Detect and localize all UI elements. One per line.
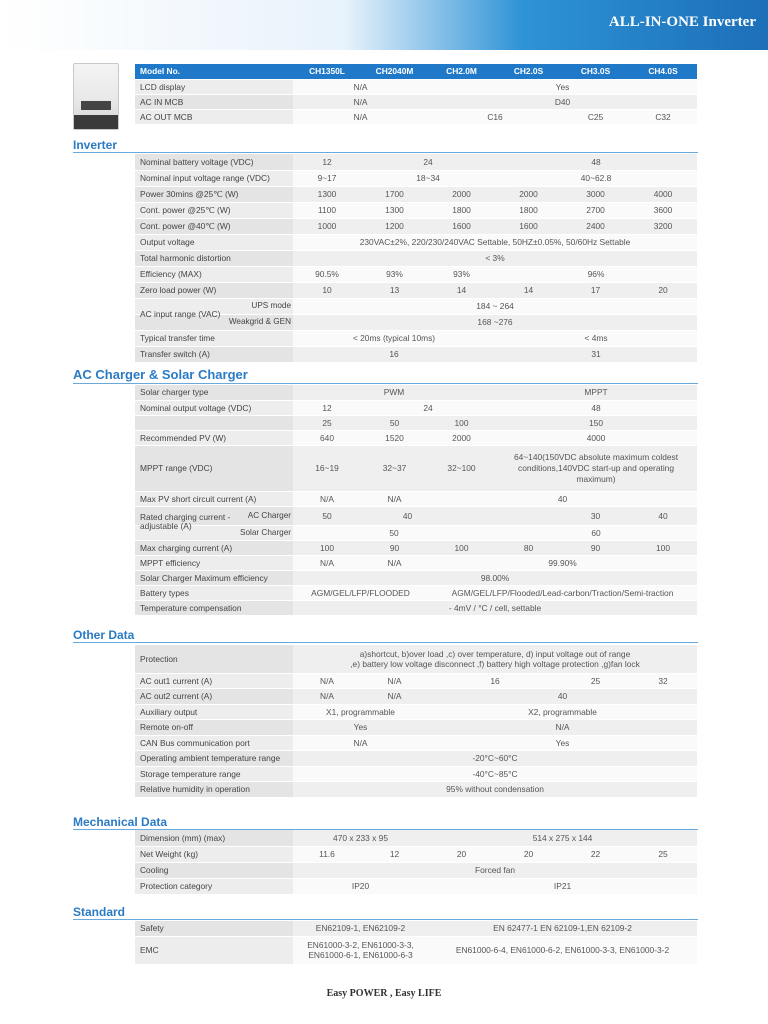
cell: 1300 <box>293 186 361 202</box>
table-row <box>135 735 697 751</box>
cell: 100 <box>428 540 495 555</box>
cell: 9~17 <box>293 170 361 186</box>
row-label: Relative humidity in operation <box>135 782 293 798</box>
row-label: Net Weight (kg) <box>135 846 293 862</box>
cell: 470 x 233 x 95 <box>293 830 428 846</box>
cell: PWM <box>293 385 495 400</box>
table-row <box>135 862 697 878</box>
cell: Yes <box>428 79 697 94</box>
cell <box>293 645 697 673</box>
row-label: EMC <box>135 936 293 964</box>
cell: 1800 <box>428 202 495 218</box>
table-row <box>135 570 697 585</box>
col-ch2040m: CH2040M <box>361 64 428 79</box>
section-title-charger: AC Charger & Solar Charger <box>73 367 248 382</box>
cell: 1600 <box>495 218 562 234</box>
cell: 1600 <box>428 218 495 234</box>
cell: 32~37 <box>361 445 428 491</box>
table-row <box>135 314 697 330</box>
section-divider <box>73 152 698 153</box>
cell: X1, programmable <box>293 704 428 720</box>
row-label: Output voltage <box>135 234 293 250</box>
table-row <box>135 109 697 124</box>
cell: 100 <box>293 540 361 555</box>
table-row <box>135 689 697 705</box>
row-label: Power 30mins @25℃ (W) <box>135 186 293 202</box>
sub-label: AC Charger <box>247 510 291 520</box>
cell: MPPT <box>495 385 697 400</box>
cell: N/A <box>361 491 428 506</box>
cell: 100 <box>428 415 495 430</box>
row-label: Total harmonic distortion <box>135 250 293 266</box>
other-table <box>135 645 697 798</box>
split-label <box>140 309 291 327</box>
cell: 12 <box>361 846 428 862</box>
row-label: AC input range (VAC) <box>140 309 221 319</box>
model-table <box>135 64 697 125</box>
col-ch20s: CH2.0S <box>495 64 562 79</box>
cell: 17 <box>562 282 629 298</box>
cell: 184 ~ 264 <box>293 298 697 314</box>
charger-table <box>135 385 697 616</box>
table-row <box>135 491 697 506</box>
section-divider <box>73 383 698 384</box>
table-row <box>135 154 697 170</box>
row-label: MPPT efficiency <box>135 555 293 570</box>
cell: 1300 <box>361 202 428 218</box>
section-title-standard: Standard <box>73 905 126 919</box>
row-label: Dimension (mm) (max) <box>135 830 293 846</box>
cell: 18~34 <box>361 170 495 186</box>
cell: 20 <box>495 846 562 862</box>
cell: 64~140(150VDC absolute maximum coldest conditions,140VDC start-up and operating maximum) <box>495 445 697 491</box>
table-row <box>135 585 697 600</box>
row-label: Temperature compensation <box>135 600 293 615</box>
inverter-product-image <box>73 63 119 130</box>
cell: 3600 <box>629 202 697 218</box>
cell: IP20 <box>293 878 428 894</box>
table-row <box>135 445 697 491</box>
cell: 16~19 <box>293 445 361 491</box>
table-row <box>135 878 697 894</box>
cell: 230VAC±2%, 220/230/240VAC Settable, 50HZ±0.05%, 50/60Hz Settable <box>293 234 697 250</box>
cell: 80 <box>495 540 562 555</box>
cell: 150 <box>495 415 697 430</box>
row-label <box>135 415 293 430</box>
inverter-table <box>135 154 697 363</box>
table-row <box>135 704 697 720</box>
cell: 10 <box>293 282 361 298</box>
emc-line-1: EN61000-3-2, EN61000-3-3, <box>307 940 414 950</box>
cell: Yes <box>428 735 697 751</box>
cell: 1200 <box>361 218 428 234</box>
cell: 99.90% <box>428 555 697 570</box>
section-title-inverter: Inverter <box>73 138 118 152</box>
row-label: Cooling <box>135 862 293 878</box>
table-row <box>135 430 697 445</box>
cell: 2000 <box>428 186 495 202</box>
cell: 90 <box>361 540 428 555</box>
cell: 2700 <box>562 202 629 218</box>
cell: Yes <box>293 720 428 736</box>
cell: < 20ms (typical 10ms) <box>293 330 495 346</box>
cell: 31 <box>495 346 697 362</box>
table-row <box>135 266 697 282</box>
standard-table <box>135 921 697 965</box>
row-label <box>135 309 293 330</box>
col-ch30s: CH3.0S <box>562 64 629 79</box>
row-label: AC IN MCB <box>135 94 293 109</box>
cell: 1000 <box>293 218 361 234</box>
table-row <box>135 330 697 346</box>
cell: 1700 <box>361 186 428 202</box>
model-header-row <box>135 64 697 79</box>
cell: N/A <box>428 720 697 736</box>
table-row <box>135 415 697 430</box>
row-label: Storage temperature range <box>135 766 293 782</box>
cell: 40 <box>428 689 697 705</box>
cell: 30 <box>562 506 629 525</box>
cell: AGM/GEL/LFP/Flooded/Lead-carbon/Traction/Semi-traction <box>428 585 697 600</box>
table-row <box>135 282 697 298</box>
table-row <box>135 540 697 555</box>
table-row <box>135 202 697 218</box>
cell: 25 <box>293 415 361 430</box>
cell: 514 x 275 x 144 <box>428 830 697 846</box>
cell: 2000 <box>495 186 562 202</box>
cell: 24 <box>361 154 495 170</box>
sub-label: Solar Charger <box>240 527 291 537</box>
protection-line-1: a)shortcut, b)over load ,c) over temperature, d) input voltage out of range <box>359 648 631 659</box>
cell: 1800 <box>495 202 562 218</box>
row-label: LCD display <box>135 79 293 94</box>
cell: EN 62477-1 EN 62109-1,EN 62109-2 <box>428 921 697 936</box>
row-label: Zero load power (W) <box>135 282 293 298</box>
cell: 25 <box>629 846 697 862</box>
cell: 40 <box>629 506 697 525</box>
row-label: Battery types <box>135 585 293 600</box>
row-label: Cont. power @40℃ (W) <box>135 218 293 234</box>
cell: 4000 <box>495 430 697 445</box>
cell: < 4ms <box>495 330 697 346</box>
cell: 50 <box>293 506 361 525</box>
col-ch40s: CH4.0S <box>629 64 697 79</box>
row-label: Transfer switch (A) <box>135 346 293 362</box>
row-label: Remote on-off <box>135 720 293 736</box>
table-row <box>135 385 697 400</box>
row-label: Max PV short circuit current (A) <box>135 491 293 506</box>
row-label: AC out1 current (A) <box>135 673 293 689</box>
cell: 640 <box>293 430 361 445</box>
cell: N/A <box>293 673 361 689</box>
table-row <box>135 555 697 570</box>
cell: 1100 <box>293 202 361 218</box>
cell: 16 <box>293 346 495 362</box>
cell: N/A <box>293 94 428 109</box>
cell: 3000 <box>562 186 629 202</box>
cell: 96% <box>495 266 697 282</box>
table-row <box>135 94 697 109</box>
row-label: AC out2 current (A) <box>135 689 293 705</box>
table-row <box>135 751 697 767</box>
section-title-mechanical: Mechanical Data <box>73 815 168 829</box>
cell: N/A <box>293 109 428 124</box>
cell: 60 <box>495 525 697 540</box>
table-row <box>135 346 697 362</box>
cell: N/A <box>293 79 428 94</box>
cell: EN61000-6-4, EN61000-6-2, EN61000-3-3, EN61000-3-2 <box>428 936 697 964</box>
table-row <box>135 218 697 234</box>
cell: 14 <box>428 282 495 298</box>
cell: C32 <box>629 109 697 124</box>
cell: AGM/GEL/LFP/FLOODED <box>293 585 428 600</box>
cell: EN62109-1, EN62109-2 <box>293 921 428 936</box>
cell: 40 <box>428 491 697 506</box>
row-label: Safety <box>135 921 293 936</box>
emc-line-2: EN61000-6-1, EN61000-6-3 <box>308 950 413 960</box>
row-label: Recommended PV (W) <box>135 430 293 445</box>
footer-slogan: Easy POWER , Easy LIFE <box>326 988 442 999</box>
table-row <box>135 170 697 186</box>
table-row <box>135 782 697 798</box>
table-row <box>135 400 697 415</box>
row-label: Operating ambient temperature range <box>135 751 293 767</box>
cell: 50 <box>293 525 495 540</box>
row-label: Cont. power @25℃ (W) <box>135 202 293 218</box>
row-label: MPPT range (VDC) <box>135 445 293 491</box>
cell: < 3% <box>293 250 697 266</box>
cell: 12 <box>293 154 361 170</box>
table-row <box>135 79 697 94</box>
cell: 22 <box>562 846 629 862</box>
cell: 93% <box>428 266 495 282</box>
row-label: Protection <box>135 645 293 673</box>
row-label: CAN Bus communication port <box>135 735 293 751</box>
row-label: Solar Charger Maximum efficiency <box>135 570 293 585</box>
cell: 90.5% <box>293 266 361 282</box>
cell: 14 <box>495 282 562 298</box>
cell: 98.00% <box>293 570 697 585</box>
cell: 12 <box>293 400 361 415</box>
cell: 16 <box>428 673 562 689</box>
cell: -20°C~60°C <box>293 751 697 767</box>
row-label: AC OUT MCB <box>135 109 293 124</box>
cell: 40 <box>361 506 562 525</box>
split-label <box>140 507 291 531</box>
cell: 2400 <box>562 218 629 234</box>
cell: C16 <box>428 109 562 124</box>
cell: 24 <box>361 400 495 415</box>
table-row <box>135 506 697 525</box>
section-title-other: Other Data <box>73 628 135 642</box>
cell: -40°C~85°C <box>293 766 697 782</box>
cell: 1520 <box>361 430 428 445</box>
row-label <box>135 506 293 531</box>
header-title: ALL-IN-ONE Inverter <box>608 14 756 30</box>
row-label: Max charging current (A) <box>135 540 293 555</box>
cell: N/A <box>361 555 428 570</box>
section-divider <box>73 642 698 643</box>
row-label: Nominal output voltage (VDC) <box>135 400 293 415</box>
cell: 4000 <box>629 186 697 202</box>
cell: 90 <box>562 540 629 555</box>
cell: 32~100 <box>428 445 495 491</box>
cell: 93% <box>361 266 428 282</box>
table-row <box>135 234 697 250</box>
cell: C25 <box>562 109 629 124</box>
row-label: Typical transfer time <box>135 330 293 346</box>
cell: 50 <box>361 415 428 430</box>
cell: N/A <box>293 555 361 570</box>
cell: N/A <box>293 491 361 506</box>
row-label: Auxiliary output <box>135 704 293 720</box>
row-label: Nominal input voltage range (VDC) <box>135 170 293 186</box>
cell: 20 <box>629 282 697 298</box>
cell: 20 <box>428 846 495 862</box>
col-ch20m: CH2.0M <box>428 64 495 79</box>
row-label: Solar charger type <box>135 385 293 400</box>
col-ch1350l: CH1350L <box>293 64 361 79</box>
inverter-bottom-panel <box>74 115 118 129</box>
cell: - 4mV / °C / cell, settable <box>293 600 697 615</box>
sub-label: Weakgrid & GEN <box>228 317 291 326</box>
row-label: Nominal battery voltage (VDC) <box>135 154 293 170</box>
col-model-no: Model No. <box>135 64 293 79</box>
cell: 13 <box>361 282 428 298</box>
cell: 100 <box>629 540 697 555</box>
cell: N/A <box>361 689 428 705</box>
inverter-display <box>81 101 111 110</box>
table-row <box>135 645 697 673</box>
table-row <box>135 600 697 615</box>
cell: N/A <box>293 689 361 705</box>
table-row <box>135 186 697 202</box>
cell: 11.6 <box>293 846 361 862</box>
protection-line-2: ,e) battery low voltage disconnect ,f) battery high voltage protection ,g)fan lock <box>350 658 640 669</box>
row-label: Rated charging current - adjustable (A) <box>140 511 231 531</box>
row-label: Protection category <box>135 878 293 894</box>
cell: X2, programmable <box>428 704 697 720</box>
section-divider <box>73 919 698 920</box>
cell: 48 <box>495 154 697 170</box>
cell: 25 <box>562 673 629 689</box>
table-row <box>135 766 697 782</box>
cell: 2000 <box>428 430 495 445</box>
table-row <box>135 830 697 846</box>
cell: IP21 <box>428 878 697 894</box>
mechanical-table <box>135 830 697 895</box>
cell: 40~62.8 <box>495 170 697 186</box>
cell: 32 <box>629 673 697 689</box>
header-banner <box>0 0 768 50</box>
row-label: Efficiency (MAX) <box>135 266 293 282</box>
cell: 95% without condensation <box>293 782 697 798</box>
cell: 168 ~276 <box>293 314 697 330</box>
table-row <box>135 720 697 736</box>
table-row <box>135 936 697 964</box>
cell: 48 <box>495 400 697 415</box>
cell: D40 <box>428 94 697 109</box>
table-row <box>135 921 697 936</box>
sub-label: UPS mode <box>251 301 291 310</box>
table-row <box>135 846 697 862</box>
cell <box>293 936 428 964</box>
cell: N/A <box>293 735 428 751</box>
table-row <box>135 673 697 689</box>
cell: N/A <box>361 673 428 689</box>
cell: Forced fan <box>293 862 697 878</box>
table-row <box>135 250 697 266</box>
cell: 3200 <box>629 218 697 234</box>
